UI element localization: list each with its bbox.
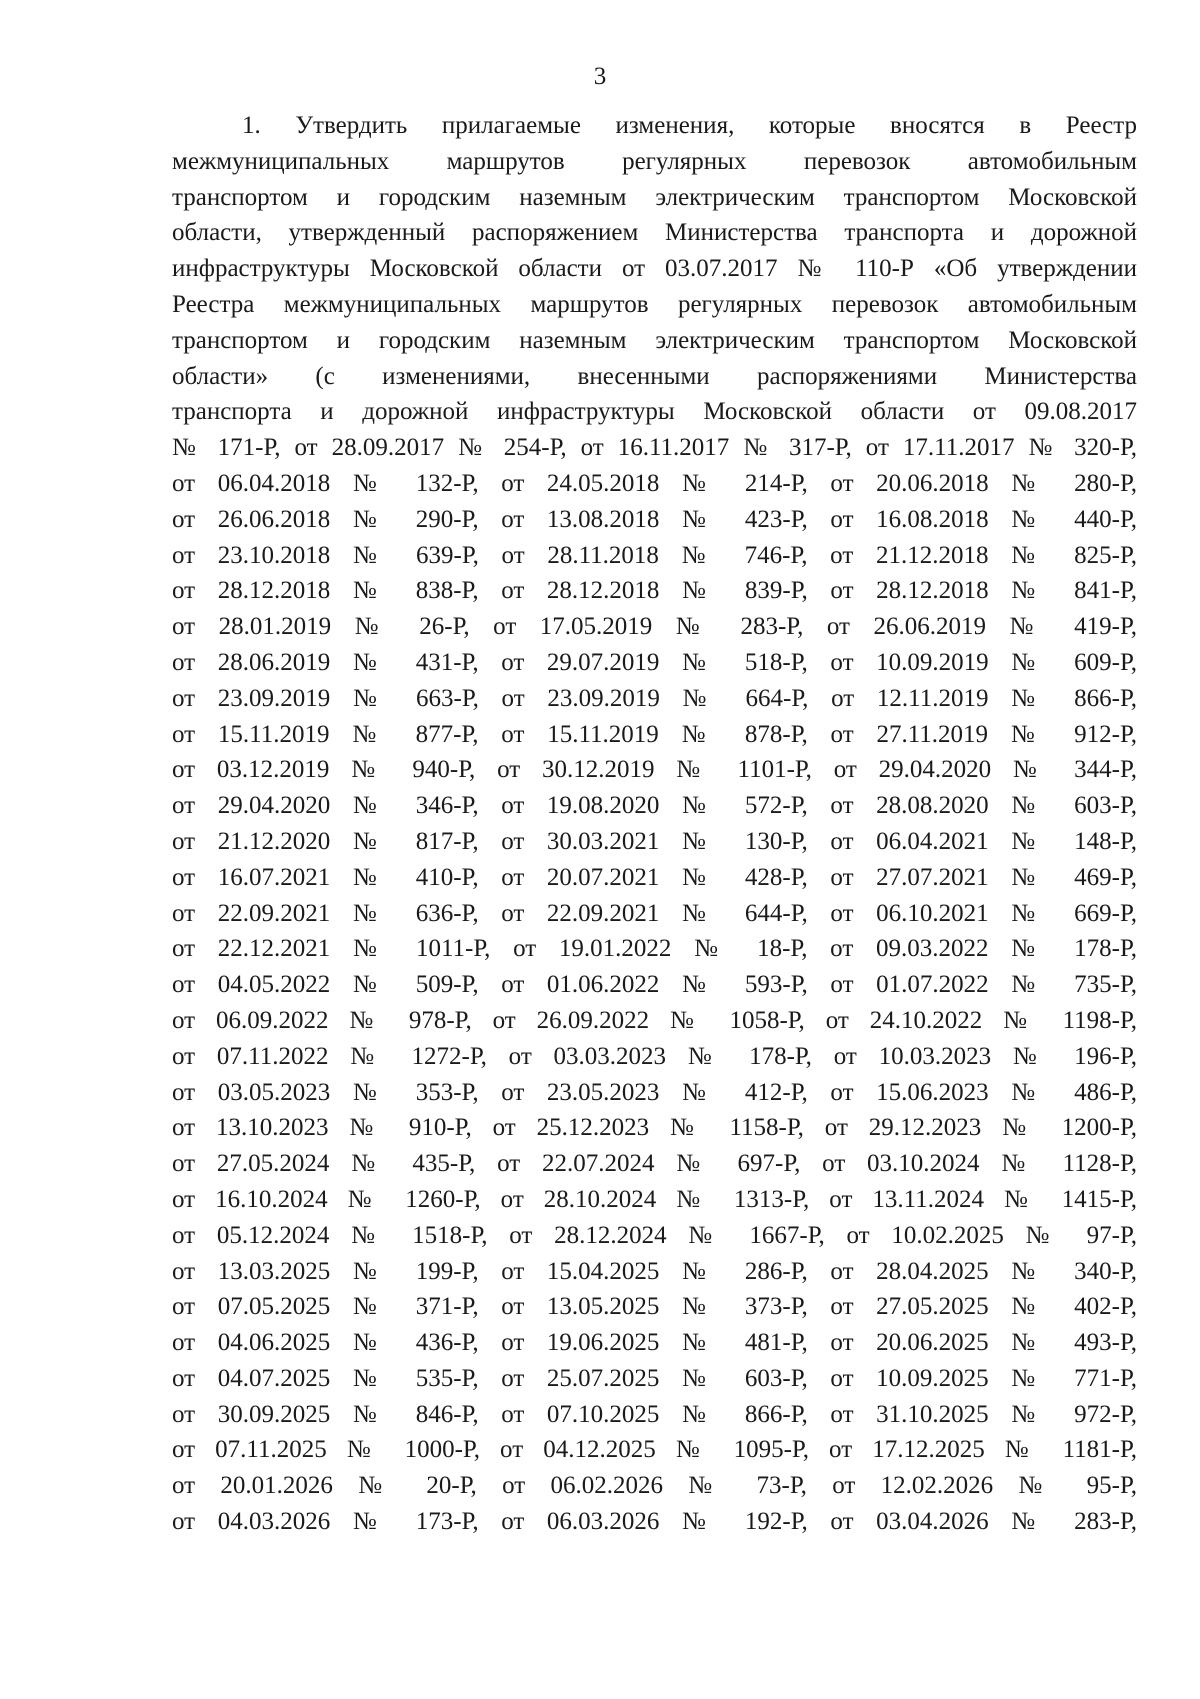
text-line: от 06.09.2022 № 978-Р, от 26.09.2022 № 1058-Р, от 24.10.2022 № 1198-Р, xyxy=(172,1006,1137,1034)
text-line: от 28.01.2019 № 26-Р, от 17.05.2019 № 283-Р, от 26.06.2019 № 419-Р, xyxy=(172,613,1137,641)
text-line: инфраструктуры Московской области от 03.07.2017 № 110-Р «Об утверждении xyxy=(172,255,1137,283)
text-line: Реестра межмуниципальных маршрутов регулярных перевозок автомобильным xyxy=(172,290,1137,318)
paragraph-1 xyxy=(172,108,1137,1540)
text-line: от 07.11.2025 № 1000-Р, от 04.12.2025 № 1095-Р, от 17.12.2025 № 1181-Р, xyxy=(172,1436,1137,1464)
text-line: от 04.07.2025 № 535-Р, от 25.07.2025 № 603-Р, от 10.09.2025 № 771-Р, xyxy=(172,1364,1137,1392)
text-line: от 06.04.2018 № 132-Р, от 24.05.2018 № 214-Р, от 20.06.2018 № 280-Р, xyxy=(172,469,1137,497)
text-line: от 04.06.2025 № 436-Р, от 19.06.2025 № 481-Р, от 20.06.2025 № 493-Р, xyxy=(172,1329,1137,1357)
text-line: от 04.05.2022 № 509-Р, от 01.06.2022 № 593-Р, от 01.07.2022 № 735-Р, xyxy=(172,971,1137,999)
text-line: от 23.09.2019 № 663-Р, от 23.09.2019 № 664-Р, от 12.11.2019 № 866-Р, xyxy=(172,684,1137,712)
text-line: транспорта и дорожной инфраструктуры Московской области от 09.08.2017 xyxy=(172,398,1137,426)
text-line: от 20.01.2026 № 20-Р, от 06.02.2026 № 73-Р, от 12.02.2026 № 95-Р, xyxy=(172,1472,1137,1500)
text-line: от 03.05.2023 № 353-Р, от 23.05.2023 № 412-Р, от 15.06.2023 № 486-Р, xyxy=(172,1078,1137,1106)
text-line: межмуниципальных маршрутов регулярных перевозок автомобильным xyxy=(172,147,1137,175)
text-line: от 15.11.2019 № 877-Р, от 15.11.2019 № 878-Р, от 27.11.2019 № 912-Р, xyxy=(172,720,1137,748)
text-line: от 03.12.2019 № 940-Р, от 30.12.2019 № 1101-Р, от 29.04.2020 № 344-Р, xyxy=(172,756,1137,784)
text-line: от 22.09.2021 № 636-Р, от 22.09.2021 № 644-Р, от 06.10.2021 № 669-Р, xyxy=(172,899,1137,927)
text-line: от 13.10.2023 № 910-Р, от 25.12.2023 № 1158-Р, от 29.12.2023 № 1200-Р, xyxy=(172,1114,1137,1142)
text-line: от 28.12.2018 № 838-Р, от 28.12.2018 № 839-Р, от 28.12.2018 № 841-Р, xyxy=(172,577,1137,605)
text-line: 1. Утвердить прилагаемые изменения, которые вносятся в Реестр xyxy=(242,112,1137,139)
text-line: области» (с изменениями, внесенными распоряжениями Министерства xyxy=(172,362,1137,390)
text-line: от 04.03.2026 № 173-Р, от 06.03.2026 № 192-Р, от 03.04.2026 № 283-Р, xyxy=(172,1508,1137,1536)
text-line: от 29.04.2020 № 346-Р, от 19.08.2020 № 572-Р, от 28.08.2020 № 603-Р, xyxy=(172,792,1137,820)
text-line: № 171-Р, от 28.09.2017 № 254-Р, от 16.11.2017 № 317-Р, от 17.11.2017 № 320-Р, xyxy=(172,434,1137,462)
text-line: транспортом и городским наземным электрическим транспортом Московской xyxy=(172,326,1137,354)
text-line: от 28.06.2019 № 431-Р, от 29.07.2019 № 518-Р, от 10.09.2019 № 609-Р, xyxy=(172,648,1137,676)
text-line: от 23.10.2018 № 639-Р, от 28.11.2018 № 746-Р, от 21.12.2018 № 825-Р, xyxy=(172,541,1137,569)
text-line: от 22.12.2021 № 1011-Р, от 19.01.2022 № 18-Р, от 09.03.2022 № 178-Р, xyxy=(172,935,1137,963)
text-line: от 16.07.2021 № 410-Р, от 20.07.2021 № 428-Р, от 27.07.2021 № 469-Р, xyxy=(172,863,1137,891)
text-line: от 26.06.2018 № 290-Р, от 13.08.2018 № 423-Р, от 16.08.2018 № 440-Р, xyxy=(172,505,1137,533)
text-line: от 13.03.2025 № 199-Р, от 15.04.2025 № 286-Р, от 28.04.2025 № 340-Р, xyxy=(172,1257,1137,1285)
text-line: от 30.09.2025 № 846-Р, от 07.10.2025 № 866-Р, от 31.10.2025 № 972-Р, xyxy=(172,1400,1137,1428)
text-line: транспортом и городским наземным электрическим транспортом Московской xyxy=(172,183,1137,211)
page-number: 3 xyxy=(593,63,607,90)
text-line: области, утвержденный распоряжением Министерства транспорта и дорожной xyxy=(172,219,1137,247)
text-line: от 21.12.2020 № 817-Р, от 30.03.2021 № 130-Р, от 06.04.2021 № 148-Р, xyxy=(172,827,1137,855)
text-line: от 16.10.2024 № 1260-Р, от 28.10.2024 № 1313-Р, от 13.11.2024 № 1415-Р, xyxy=(172,1185,1137,1213)
text-line: от 07.05.2025 № 371-Р, от 13.05.2025 № 373-Р, от 27.05.2025 № 402-Р, xyxy=(172,1293,1137,1321)
text-line: от 27.05.2024 № 435-Р, от 22.07.2024 № 697-Р, от 03.10.2024 № 1128-Р, xyxy=(172,1150,1137,1178)
text-line: от 07.11.2022 № 1272-Р, от 03.03.2023 № 178-Р, от 10.03.2023 № 196-Р, xyxy=(172,1042,1137,1070)
text-line: от 05.12.2024 № 1518-Р, от 28.12.2024 № 1667-Р, от 10.02.2025 № 97-Р, xyxy=(172,1221,1137,1249)
